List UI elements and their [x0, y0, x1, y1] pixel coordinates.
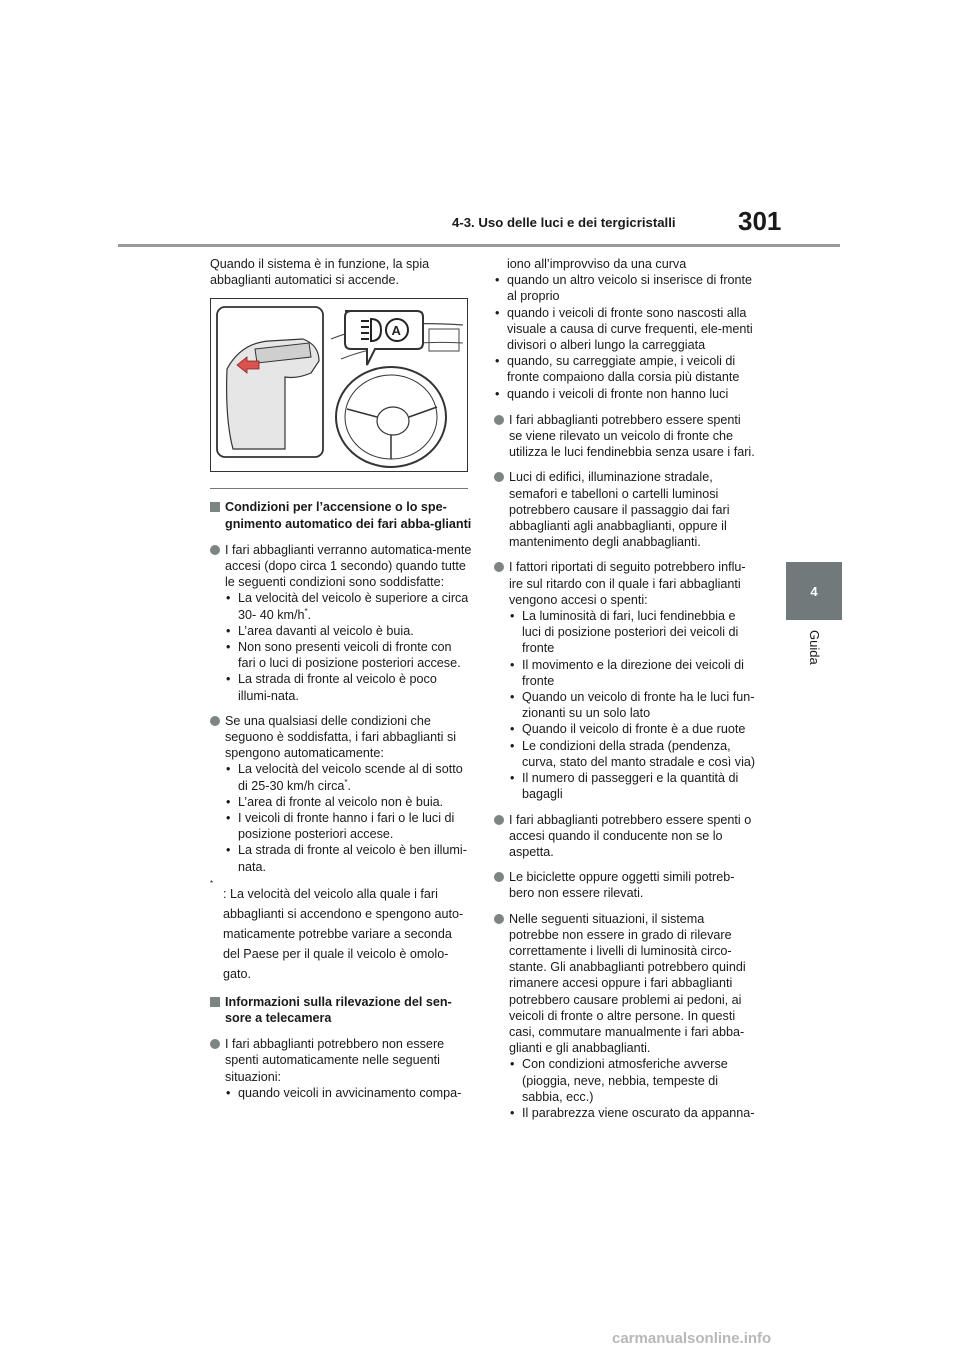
bullet-fog-lights: [494, 412, 756, 461]
list-item: • quando un altro veicolo si inserisce di fronte al proprio: [494, 272, 756, 304]
watermark: carmanualsonline.info: [612, 1330, 772, 1347]
bullet-dot-icon: [494, 872, 504, 882]
list-item: • L’area di fronte al veicolo non è buia.: [225, 794, 472, 810]
bullet-dot-icon: [210, 716, 220, 726]
bullet-dot-icon: [494, 815, 504, 825]
intro-paragraph: Quando il sistema è in funzione, la spia abbaglianti automatici si accende.: [210, 257, 430, 288]
list-item: • quando i veicoli di fronte sono nascosti alla visuale a causa di curve frequenti, ele-menti divisori o alberi lungo la carreggiata: [494, 305, 756, 354]
footnote: * : La velocità del veicolo alla quale i fari abbaglianti si accendono e spengono auto-maticamente potrebbe variare a seconda del Paese per il quale il veicolo è omolo-gato.: [210, 878, 464, 981]
list-item: • Quando un veicolo di fronte ha le luci fun-zionanti su un solo lato: [509, 689, 756, 721]
list-item: • La luminosità di fari, luci fendinebbia e luci di posizione posteriori dei veicoli di fronte: [509, 608, 756, 657]
list-item: • La strada di fronte al veicolo è ben illumi-nata.: [225, 842, 472, 874]
bullet-on-conditions-text: I fari abbaglianti verranno automatica-mente accesi (dopo circa 1 secondo) quando tutte le seguenti condizioni sono soddisfatte:: [225, 542, 472, 590]
bullet-on-conditions: [210, 542, 472, 704]
bullet-unexpected: [494, 812, 756, 861]
heading-camera-text: Informazioni sulla rilevazione del sen-sore a telecamera: [225, 994, 452, 1026]
bullet-dot-icon: [494, 562, 504, 572]
bullet-off-conditions: [210, 713, 472, 875]
heading-conditions-text: Condizioni per l’accensione o lo spe-gnimento automatico dei fari abba-glianti: [225, 500, 472, 531]
continued-list: [494, 272, 756, 402]
svg-text:A: A: [391, 323, 401, 339]
heading-camera: [210, 994, 472, 1026]
delay-factors-list: [509, 608, 756, 802]
bullet-brightness-text: Nelle seguenti situazioni, il sistema potrebbe non essere in grado di rilevare correttamente i livelli di luminosità circo-stante. Gli anabbaglianti potrebbero quindi rimanere accesi oppure i fari abbaglianti potrebbero causare problemi ai pedoni, ai veicoli di fronte o altre persone. In questi casi, commutare manualmente i fari abba-glianti e gli anabbaglianti.: [509, 911, 746, 1056]
bullet-delay-factors-text: I fattori riportati di seguito potrebbero influ-ire sul ritardo con il quale i fari abbaglianti vengono accesi o spenti:: [509, 560, 746, 607]
bullet-brightness: [494, 911, 756, 1122]
section-title: 4-3. Uso delle luci e dei tergicristalli: [452, 215, 676, 230]
list-item: • L’area davanti al veicolo è buia.: [225, 623, 472, 639]
brightness-list: [509, 1056, 756, 1121]
off-conditions-list: [225, 761, 472, 874]
bullet-dot-icon: [494, 472, 504, 482]
list-item: • Con condizioni atmosferiche avverse (pioggia, neve, nebbia, tempeste di sabbia, ecc.): [509, 1056, 756, 1105]
illustration-svg: [211, 299, 467, 471]
header-rule: [118, 244, 840, 247]
continued-text: iono all’improvviso da una curva: [507, 257, 687, 271]
chapter-tab[interactable]: 4: [786, 562, 842, 620]
bullet-dot-icon: [210, 545, 220, 555]
right-column: [494, 256, 756, 1130]
list-item: • quando i veicoli di fronte non hanno luci: [494, 386, 756, 402]
list-item: • La strada di fronte al veicolo è poco illumi-nata.: [225, 671, 472, 703]
page-number: 301: [738, 206, 782, 236]
list-item: • La velocità del veicolo è superiore a circa 30- 40 km/h*.: [225, 590, 472, 622]
heading-square-icon: [210, 997, 220, 1007]
list-item: • Il parabrezza viene oscurato da appanna-: [509, 1105, 756, 1121]
bullet-not-off: [210, 1036, 472, 1101]
bullet-bicycles-text: Le biciclette oppure oggetti simili potreb-bero non essere rilevati.: [509, 870, 735, 901]
bullet-off-conditions-text: Se una qualsiasi delle condizioni che seguono è soddisfatta, i fari abbaglianti si spengono automaticamente:: [225, 713, 457, 761]
not-off-list: [225, 1085, 472, 1101]
on-conditions-list: [225, 590, 472, 703]
bullet-dot-icon: [494, 914, 504, 924]
bullet-delay-factors: [494, 559, 756, 802]
list-item: • Il movimento e la direzione dei veicoli di fronte: [509, 657, 756, 689]
bullet-building-lights: [494, 469, 756, 550]
list-item: • I veicoli di fronte hanno i fari o le luci di posizione posteriori accese.: [225, 810, 472, 842]
left-column: [210, 256, 472, 1110]
bullet-building-lights-text: Luci di edifici, illuminazione stradale, semafori e tabelloni o cartelli luminosi potrebbero causare il passaggio dai fari abbaglianti agli anabbaglianti, oppure il mantenimento degli anabbaglianti.: [509, 470, 730, 550]
footnote-text: : La velocità del veicolo alla quale i fari abbaglianti si accendono e spengono auto-maticamente potrebbe variare a seconda del Paese per il quale il veicolo è omolo-gato.: [223, 886, 464, 981]
heading-conditions: [210, 499, 472, 531]
bullet-dot-icon: [210, 1039, 220, 1049]
heading-square-icon: [210, 502, 220, 512]
figure-rule: [210, 488, 468, 489]
list-item: • Non sono presenti veicoli di fronte con fari o luci di posizione posteriori accese.: [225, 639, 472, 671]
list-item: • Le condizioni della strada (pendenza, curva, stato del manto stradale e così via): [509, 738, 756, 770]
bullet-bicycles: [494, 869, 756, 901]
list-item: • quando veicoli in avvicinamento compa-: [225, 1085, 472, 1101]
bullet-unexpected-text: I fari abbaglianti potrebbero essere spenti o accesi quando il conducente non se lo aspetta.: [509, 812, 752, 859]
list-item: • quando, su carreggiate ampie, i veicoli di fronte compaiono dalla corsia più distante: [494, 353, 756, 385]
list-item: • La velocità del veicolo scende al di sotto di 25-30 km/h circa*.: [225, 761, 472, 793]
list-item: • Il numero di passeggeri e la quantità di bagagli: [509, 770, 756, 802]
list-item: • Quando il veicolo di fronte è a due ruote: [509, 721, 756, 737]
bullet-fog-lights-text: I fari abbaglianti potrebbero essere spenti se viene rilevato un veicolo di fronte che utilizza le luci fendinebbia senza usare i fari.: [509, 412, 755, 460]
bullet-dot-icon: [494, 415, 504, 425]
bullet-not-off-text: I fari abbaglianti potrebbero non essere spenti automaticamente nelle seguenti situazioni:: [225, 1037, 445, 1084]
chapter-label: Guida: [807, 630, 822, 665]
headlight-lever-illustration: [210, 298, 468, 472]
